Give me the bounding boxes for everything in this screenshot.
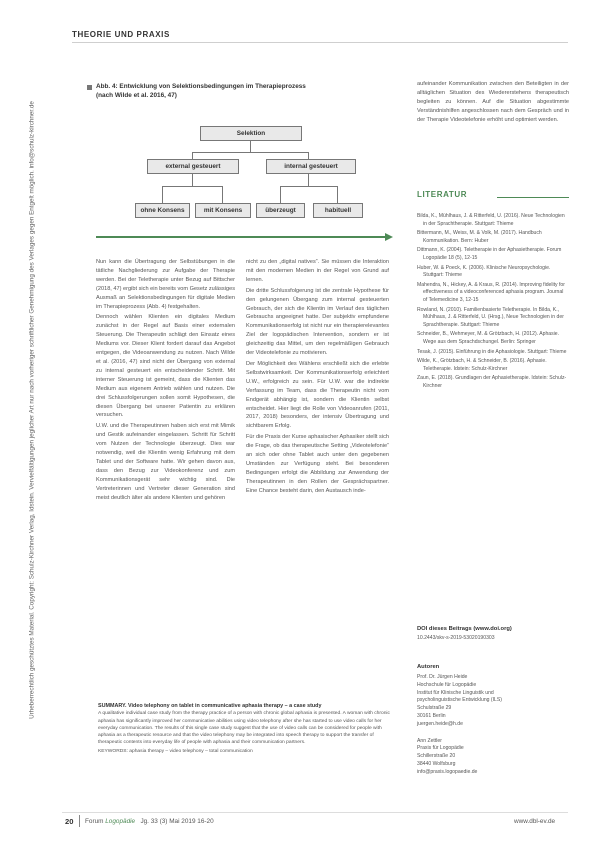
page-number: 20 bbox=[65, 817, 74, 826]
node-ueberzeugt-label: überzeugt bbox=[265, 207, 296, 214]
reference-item: Dittmann, K. (2004). Teletherapie in der Aphasietherapie. Forum Logopädie 18 (5), 12-15 bbox=[417, 247, 562, 261]
reference-item: Huber, W. & Poeck, K. (2006). Klinische Neuropsychologie. Stuttgart: Thieme bbox=[417, 264, 551, 279]
body-column-2 bbox=[246, 258, 389, 498]
connector-internal-horizontal bbox=[280, 186, 338, 187]
node-selektion-label: Selektion bbox=[236, 130, 266, 137]
caption-title: Abb. 4: Entwicklung von Selektionsbedingungen im Therapieprozess bbox=[96, 83, 306, 90]
node-mit-konsens bbox=[195, 203, 251, 218]
journal-name: Logopädie bbox=[105, 818, 136, 825]
reference-item: Wilde, K., Grötzbach, H. & Schneider, B. (2016). Aphasie. Teletherapie. Idstein: Schulz-Kirchner bbox=[417, 358, 547, 372]
summary-title: SUMMARY. Video telephony on tablet in communicative aphasia therapy – a case study bbox=[98, 703, 322, 709]
journal-info bbox=[85, 818, 214, 825]
english-summary bbox=[98, 703, 390, 755]
doi-value: 10.2443/skv-s-2019-53020190303 bbox=[417, 635, 495, 641]
literature-heading: LITERATUR bbox=[417, 190, 468, 199]
reference-item: Tesak, J. (2015). Einführung in die Aphasiologie. Stuttgart: Thieme bbox=[417, 348, 567, 355]
node-external bbox=[147, 159, 239, 174]
publisher-url: www.dbl-ev.de bbox=[514, 818, 556, 825]
connector-to-leaf-4 bbox=[337, 186, 338, 203]
node-ohne-konsens bbox=[135, 203, 190, 218]
address-line: psycholinguistische Entwicklung (ILS) bbox=[417, 697, 502, 704]
connector-to-leaf-2 bbox=[222, 186, 223, 203]
paragraph: aufeinander Kommunikation zwischen den Beteiligten in der alltäglichen Situation des Wiedererstehens therapeutisch begleiten zu können. Auf die Situation abgestimmte Verständnishilfen angeschlossen nach dem Gespräch und in der Therapie Videotelefonie erhöht und optimiert werden. bbox=[417, 81, 569, 123]
reference-item: Schneider, B., Wehmeyer, M. & Grötzbach, H. (2012). Aphasie. Wege aus dem Sprachdschungel. Berlin: Springer bbox=[417, 331, 560, 345]
reference-item: Mahendra, N., Hickey, A. & Kraus, R. (2014). Improving fidelity for effectiveness of a videoconferenced aphasia program. Journal of Telemedicine 3, 12-15 bbox=[417, 281, 565, 303]
author-email: info@praxis.logopaedie.de bbox=[417, 768, 478, 775]
node-ohne-konsens-label: ohne Konsens bbox=[140, 207, 185, 214]
connector-root-down bbox=[250, 141, 251, 152]
node-selektion bbox=[200, 126, 302, 141]
footer-divider bbox=[79, 815, 80, 827]
paragraph: nicht zu den „digital natives“. Sie müssen die Interaktion mit den modernen Medien in der Regel von Grund auf lernen. bbox=[246, 259, 389, 283]
node-internal-label: internal gesteuert bbox=[284, 163, 338, 170]
node-internal bbox=[266, 159, 356, 174]
paragraph: U.W. und die Therapeutinnen haben sich erst mit Mimik und Gestik aufeinander eingelassen. Schritt für Schritt vom Nutzen der Technologie überzeugt. Dies war notwendig, weil die Klientin wenig Erfahrung mit dem Tablet und der Software hatte. Wir gehen davon aus, dass den Bezug zur Videokonferenz und zum Kommunikationsgerät sehr wichtig sind. Die Vertreterinnen und Vertreter dieser Generation sind meist deutlich älter als andere Klienten und gehören bbox=[96, 423, 235, 501]
journal-issue: Jg. 33 (3) Mai 2019 16-20 bbox=[140, 818, 214, 825]
paragraph: Für die Praxis der Kurse aphasischer Aphasiker stellt sich die Frage, ob das therapeutische Setting „Videotelefonie“ an sich oder ohne Tablet auch unter den gegebenen Umständen zur Verfügung steht. Bei besonderen Bedingungen erfolgt die Abbildung zur Anwendung der Therapeutinnen in den Rollen der Gesprächspartner. Eine Chance besteht darin, den Austausch inde- bbox=[246, 434, 389, 494]
section-rule bbox=[72, 42, 568, 43]
connector-external-horizontal bbox=[162, 186, 223, 187]
reference-item: Rowland, N. (2010). Familienbasierte Teletherapie. In Bilda, K., Mühlhaus, J. & Ritterfeld, U. (Hrsg.), Neue Technologien in der Sprachtherapie. Stuttgart: Thieme bbox=[417, 306, 564, 328]
address-line: 38440 Wolfsburg bbox=[417, 760, 456, 767]
caption-bullet bbox=[87, 85, 92, 90]
author-address-1 bbox=[417, 674, 569, 729]
connector-external-down bbox=[192, 174, 193, 186]
copyright-sidebar bbox=[24, 40, 40, 780]
section-title: THEORIE UND PRAXIS bbox=[72, 30, 170, 39]
node-habituell bbox=[313, 203, 363, 218]
journal-prefix: Forum bbox=[85, 818, 104, 825]
address-line: Institut für Klinische Linguistik und bbox=[417, 689, 494, 696]
connector-to-right bbox=[308, 152, 309, 159]
caption-source: (nach Wilde et al. 2016, 47) bbox=[96, 91, 177, 99]
connector-to-leaf-1 bbox=[162, 186, 163, 203]
paragraph: Nun kann die Übertragung der Selbstübungen in die tätliche Nachgliederung zur Aufgabe der Therapie werden. Bei der Teletherapie unter Bezug auf Bittscher (2018, 47) ergibt sich ein bereits vom Gesetz zulässiges Ausmaß an Selektionsbedingungen für digitale Medien im Therapieprozess (Abb. 4) festgehalten. bbox=[96, 259, 235, 310]
address-line: Praxis für Logopädie bbox=[417, 745, 464, 752]
address-line: Ann Zettler bbox=[417, 737, 442, 744]
address-line: Hochschule für Logopädie bbox=[417, 681, 477, 688]
body-column-1 bbox=[96, 258, 235, 504]
copyright-notice: Urheberrechtlich geschütztes Material. Copyright: Schulz-Kirchner Verlag, Idstein. Vervielfältigungen jeglicher Art nur nach vorheriger schriftlicher Genehmigung des Verlages gegen Entgelt möglich. info@schulz-kirchner.de bbox=[28, 101, 36, 719]
doi-heading: DOI dieses Beitrags (www.doi.org) bbox=[417, 626, 512, 632]
reference-list bbox=[417, 213, 569, 392]
connector-internal-down bbox=[308, 174, 309, 186]
author-email: juergen.heide@h.de bbox=[417, 720, 463, 727]
node-ueberzeugt bbox=[256, 203, 305, 218]
address-line: Schulstraße 29 bbox=[417, 705, 452, 712]
reference-item: Bilda, K., Mühlhaus, J. & Ritterfeld, U. (2016). Neue Technologien in der Sprachtherapie. Stuttgart: Thieme bbox=[417, 213, 565, 227]
summary-keywords: KEYWORDS: aphasia therapy – video telephony – total communication bbox=[98, 748, 253, 754]
paragraph: Dennoch wählen Klienten ein digitales Medium zunächst in der Regel auf Basis einer externalen Steuerung. Die Therapeutin schlägt den Einsatz eines Mediums vor. Dieser Klient fordert darauf das Angebot entgegen, die Videoanwendung zu nutzen. Nach Wilde et al. (2016, 47) sind nicht der Übergang von external zu internal gesteuert ein entscheidender Schritt. Mit interner Steuerung ist gemeint, dass die Klienten das Medium aus eigenem Antrieb wählen und nutzen. Die drei Schlussfolgerungen sollen somit Hypothesen, die diesen Übergang bei unserer Patientin zu erklären versuchen. bbox=[96, 314, 235, 419]
node-external-label: external gesteuert bbox=[165, 163, 221, 170]
connector-to-leaf-3 bbox=[280, 186, 281, 203]
paragraph: Die dritte Schlussfolgerung ist die zentrale Hypothese für den gelungenen Übergang zum internal gesteuerten Gebrauch, der sich die Klientin im Verlauf des täglichen Gebrauchs angeeignet hatte. Der subjektiv empfundene Kommunikationserfolg ist nicht nur ein therapierelevantes Ziel der logopädischen Intervention, sondern er ist gleichzeitig das Mittel, um den regelmäßigen Gebrauch der Videotelefonie zu motivieren. bbox=[246, 287, 389, 357]
process-arrow-head bbox=[385, 233, 393, 241]
address-line: 30161 Berlin bbox=[417, 712, 446, 719]
reference-item: Bittermann, M., Weiss, M. & Volk, M. (2017). Handbuch Kommunikation. Bern: Huber bbox=[417, 230, 542, 244]
address-line: Prof. Dr. Jürgen Heide bbox=[417, 674, 468, 680]
process-arrow-line bbox=[96, 236, 387, 238]
address-line: Schillerstraße 20 bbox=[417, 753, 456, 760]
literature-rule bbox=[497, 197, 569, 198]
body-column-3 bbox=[417, 80, 569, 127]
connector-root-horizontal bbox=[192, 152, 309, 153]
author-address-2 bbox=[417, 738, 569, 777]
node-mit-konsens-label: mit Konsens bbox=[203, 207, 243, 214]
node-habituell-label: habituell bbox=[324, 207, 352, 214]
author-addresses bbox=[417, 674, 569, 786]
footer-rule bbox=[62, 812, 568, 813]
figure-caption bbox=[96, 83, 316, 100]
summary-text: A qualitative individual case study from the therapy practice of a person with chronic global aphasia is presented. A woman with chronic aphasia has significantly improved her communicative abilities using video telephony after she has started to use video calls for her everyday communication. The results of this single case study suggest that the use of video calls can be considered for people with aphasia as a therapeutic resource and that the video telephony may be integrated into speech therapy to support the transfer of therapeutic contents into everyday life of people with aphasia and their communication partners. bbox=[98, 711, 390, 746]
authors-heading: Autoren bbox=[417, 664, 440, 670]
reference-item: Zaun, E. (2018). Grundlagen der Aphasietherapie. Idstein: Schulz-Kirchner bbox=[417, 375, 567, 389]
paragraph: Der Möglichkeit des Wählens erschließt sich die erlebte Selbstwirksamkeit. Der Kommunikationserfolg erleichtert U.W., erfolgreich zu sein. Für U.W. war die indirekte Verfassung im Team, dass die Therapeutin nicht vom Endgerät abhängig ist, sondern die Klientin selbst entscheidet. Hier liegt die Rolle von Videoanrufen (2011, 2017, 2018) besonders, der intensiv Übertragung und sichtbarem Erfolg. bbox=[246, 360, 389, 430]
connector-to-left bbox=[192, 152, 193, 159]
